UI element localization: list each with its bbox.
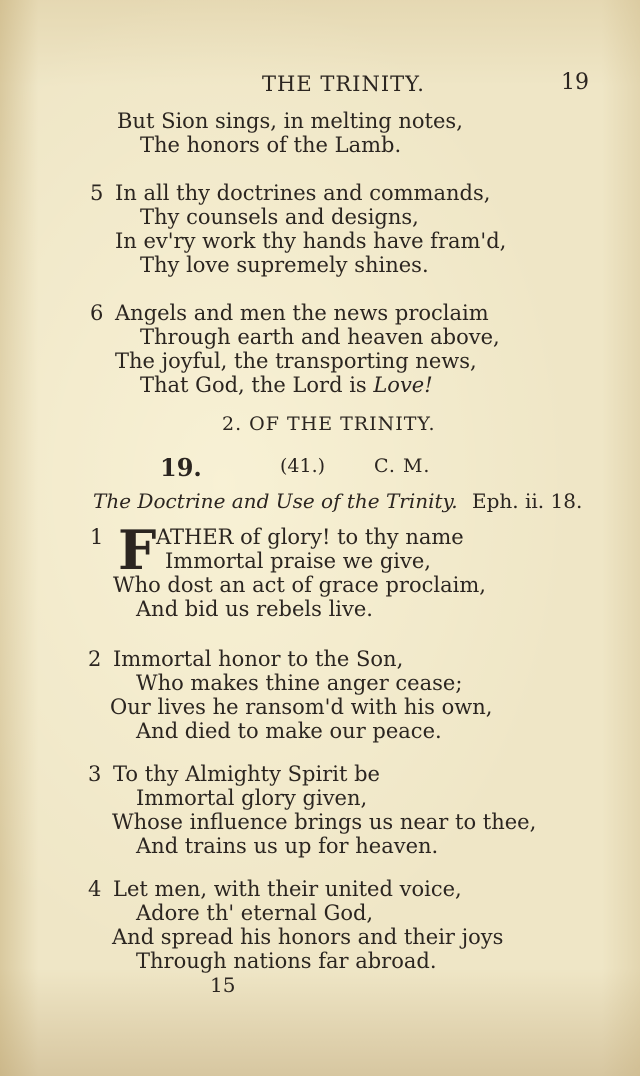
verse-line: And bid us rebels live. xyxy=(136,597,373,621)
verse-line: Immortal praise we give, xyxy=(165,549,431,573)
verse-line: Angels and men the news proclaim xyxy=(115,301,489,325)
verse-line: Through earth and heaven above, xyxy=(140,325,500,349)
verse-line: Let men, with their united voice, xyxy=(113,877,462,901)
running-title: THE TRINITY. xyxy=(262,72,425,96)
stanza-number: 4 xyxy=(88,877,102,901)
hymn-meter: C. M. xyxy=(374,455,431,477)
drop-cap: F xyxy=(118,518,157,582)
verse-line: And trains us up for heaven. xyxy=(136,834,439,858)
verse-line: The honors of the Lamb. xyxy=(140,133,402,157)
emphasized-word: Love! xyxy=(373,373,433,397)
stanza-number: 5 xyxy=(90,181,104,205)
stanza-number: 3 xyxy=(88,762,102,786)
verse-line: But Sion sings, in melting notes, xyxy=(117,109,463,133)
stanza-number: 6 xyxy=(90,301,104,325)
verse-line: Whose influence brings us near to thee, xyxy=(112,810,537,834)
verse-line: And died to make our peace. xyxy=(136,719,442,743)
scripture-reference: Eph. ii. 18. xyxy=(472,489,583,513)
verse-line-text: That God, the Lord is xyxy=(140,373,374,397)
verse-line: Adore th' eternal God, xyxy=(136,901,374,925)
verse-line: Thy counsels and designs, xyxy=(140,205,419,229)
hymn-index: (41.) xyxy=(280,455,326,477)
verse-line: And spread his honors and their joys xyxy=(112,925,504,949)
verse-line: Thy love supremely shines. xyxy=(140,253,429,277)
page-number: 19 xyxy=(561,70,589,95)
signature-mark: 15 xyxy=(210,973,236,997)
hymn-number: 19. xyxy=(160,453,202,482)
verse-line-with-emphasis xyxy=(140,373,433,397)
verse-line: Who makes thine anger cease; xyxy=(136,671,463,695)
stanza-number: 1 xyxy=(90,525,104,549)
verse-line: In ev'ry work thy hands have fram'd, xyxy=(115,229,507,253)
hymn-subtitle: The Doctrine and Use of the Trinity. xyxy=(93,489,458,513)
verse-line: ATHER of glory! to thy name xyxy=(156,525,464,549)
verse-line: To thy Almighty Spirit be xyxy=(113,762,380,786)
verse-line: Through nations far abroad. xyxy=(136,949,437,973)
verse-line: Immortal honor to the Son, xyxy=(113,647,404,671)
verse-line: Our lives he ransom'd with his own, xyxy=(110,695,493,719)
verse-line: Immortal glory given, xyxy=(136,786,368,810)
section-heading: 2. OF THE TRINITY. xyxy=(222,413,436,435)
verse-line: Who dost an act of grace proclaim, xyxy=(113,573,486,597)
verse-line: In all thy doctrines and commands, xyxy=(115,181,491,205)
verse-line: The joyful, the transporting news, xyxy=(115,349,477,373)
stanza-number: 2 xyxy=(88,647,102,671)
